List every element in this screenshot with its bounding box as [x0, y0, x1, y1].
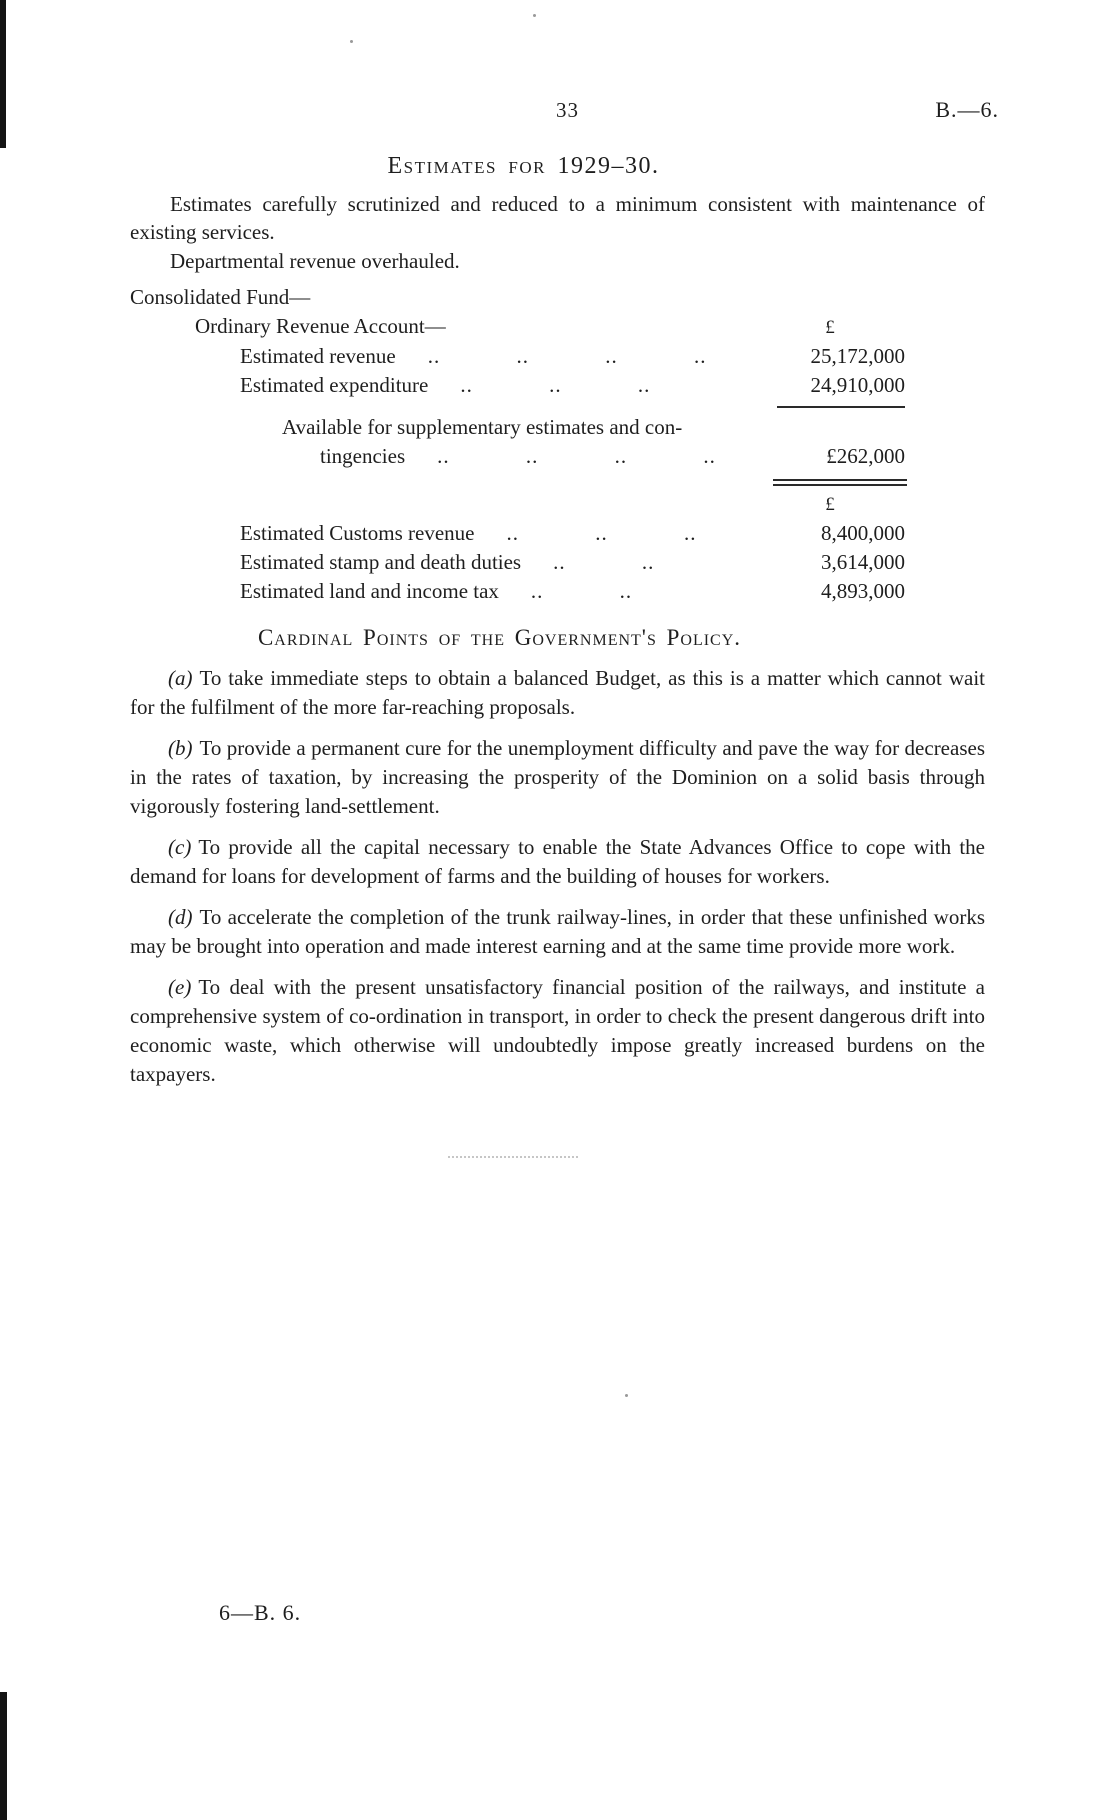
- fund-heading: Consolidated Fund—: [130, 285, 311, 309]
- section-title-policy: Cardinal Points of the Government's Policy.: [257, 625, 742, 650]
- row-value: 25,172,000: [810, 344, 905, 368]
- scan-artifact: [625, 1394, 628, 1397]
- item-text: To take immediate steps to obtain a balanced Budget, as this is a matter which cannot wait for the fulfilment of the more far-reaching proposals.: [130, 666, 985, 719]
- paragraph-scrutinized: Estimates carefully scrutinized and reduced to a minimum consistent with maintenance of existing services.: [130, 192, 985, 244]
- currency-symbol: £: [825, 494, 835, 515]
- policy-item-d: [130, 903, 985, 961]
- item-text: To deal with the present unsatisfactory financial position of the railways, and institute a comprehensive system of co-ordination in transport, in order to check the present dangerous drift into economic waste, which otherwise will undoubtedly impose greatly increased burdens on the taxpayers.: [130, 975, 985, 1086]
- row-label: Estimated Customs revenue: [240, 521, 475, 545]
- row-label: tingencies: [320, 444, 406, 468]
- dot-leader: .. .. .. ..: [427, 344, 707, 368]
- available-line-1: Available for supplementary estimates and con-: [282, 415, 683, 439]
- table-row: [130, 342, 905, 371]
- table-row: [130, 371, 905, 400]
- scan-artifact: [533, 14, 536, 17]
- item-text: To provide all the capital necessary to enable the State Advances Office to cope with the demand for loans for development of farms and the building of houses for workers.: [130, 835, 985, 888]
- scan-artifact: [0, 1692, 7, 1820]
- row-value: 4,893,000: [821, 579, 905, 603]
- dot-leader: .. ..: [553, 550, 655, 574]
- item-letter: (a): [168, 666, 193, 690]
- item-text: To provide a permanent cure for the unemployment difficulty and pave the way for decreases in the rates of taxation, by increasing the prosperity of the Dominion on a solid basis through vigorously fostering land-settlement.: [130, 736, 985, 818]
- table-row: [130, 519, 905, 548]
- row-value: 3,614,000: [821, 550, 905, 574]
- policy-item-b: [130, 734, 985, 821]
- document-reference: B.—6.: [935, 97, 999, 122]
- paragraph-departmental: Departmental revenue overhauled.: [170, 249, 460, 273]
- row-label: Estimated stamp and death duties: [240, 550, 522, 574]
- policy-item-c: [130, 833, 985, 891]
- item-letter: (b): [168, 736, 193, 760]
- dot-leader: .. .. .. ..: [437, 444, 716, 468]
- dot-leader: .. .. ..: [506, 521, 697, 545]
- row-label: Estimated land and income tax: [240, 579, 499, 603]
- grand-total-rule: [773, 479, 907, 486]
- account-heading-row: [130, 312, 905, 342]
- scan-artifact: [350, 40, 353, 43]
- row-label: Estimated expenditure: [240, 373, 429, 397]
- section-title-estimates: Estimates for 1929–30.: [387, 153, 660, 179]
- dot-leader: .. ..: [530, 579, 633, 603]
- consolidated-fund-statement: [130, 283, 985, 606]
- page-header: [130, 96, 999, 124]
- table-row: [130, 442, 905, 471]
- table-row: [130, 577, 905, 606]
- policy-item-e: [130, 973, 985, 1089]
- page-number: 33: [556, 98, 579, 122]
- scan-artifact: [0, 0, 6, 148]
- dot-leader: .. .. ..: [460, 373, 651, 397]
- table-row: [130, 548, 905, 577]
- currency-symbol: £: [825, 317, 835, 338]
- signature-mark: 6—B. 6.: [219, 1600, 302, 1625]
- item-letter: (e): [168, 975, 192, 999]
- scan-artifact: [448, 1156, 578, 1158]
- row-value: 24,910,000: [810, 373, 905, 397]
- policy-item-a: [130, 664, 985, 722]
- item-text: To accelerate the completion of the trunk railway-lines, in order that these unfinished works may be brought into operation and made interest earning and at the same time provide more work.: [130, 905, 985, 958]
- item-letter: (d): [168, 905, 193, 929]
- account-heading: Ordinary Revenue Account—: [195, 314, 446, 338]
- item-letter: (c): [168, 835, 192, 859]
- row-value: 8,400,000: [821, 521, 905, 545]
- total-rule: [777, 406, 905, 408]
- currency-header-row: [130, 490, 905, 519]
- row-value: £262,000: [826, 444, 905, 468]
- row-label: Estimated revenue: [240, 344, 396, 368]
